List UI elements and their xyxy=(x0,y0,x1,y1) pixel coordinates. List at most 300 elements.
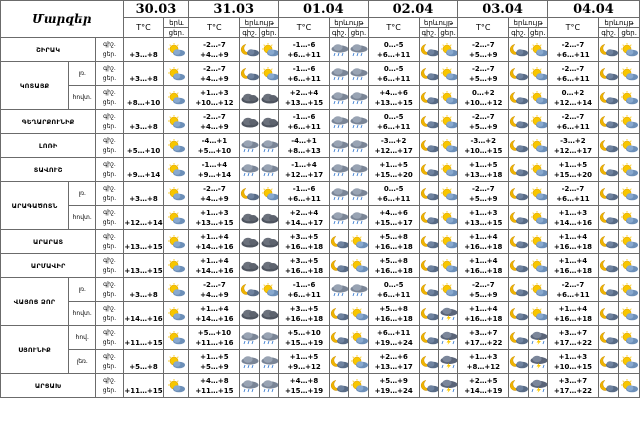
period-labels xyxy=(96,38,123,62)
sun-cloud-icon xyxy=(349,302,368,326)
cloud-rain-icon xyxy=(330,278,349,302)
day-temp: +6…+11 xyxy=(377,50,411,59)
temperature-cell xyxy=(368,62,419,86)
day-label: ցեր. xyxy=(102,74,117,82)
phenomenon-header: երևույթ xyxy=(509,18,548,28)
temperature-cell xyxy=(458,254,509,278)
temperature-cell xyxy=(368,350,419,374)
night-temp: +1…+4 xyxy=(200,232,229,241)
night-temp: -1…-6 xyxy=(292,280,316,289)
sun-cloud-icon xyxy=(619,182,640,206)
night-temp: -2…-7 xyxy=(561,64,585,73)
date-header: 02.04 xyxy=(368,1,458,18)
region-name: ԱՐՄԱՎԻՐ xyxy=(1,254,96,278)
temperature-cell xyxy=(458,374,509,398)
night-temp: +1…+4 xyxy=(558,256,588,265)
moon-cloud-icon xyxy=(330,374,349,398)
sun-cloud-icon xyxy=(164,278,189,302)
night-temp: -2…-7 xyxy=(203,112,226,121)
day-label: ցեր. xyxy=(102,146,117,154)
temperature-cell xyxy=(458,278,509,302)
night-temp: +5…+9 xyxy=(379,376,408,385)
day-temp: +16…+18 xyxy=(553,266,593,275)
day-temp: +11…+15 xyxy=(124,386,163,395)
night-temp: 0…-5 xyxy=(383,112,404,121)
moon-cloud-icon xyxy=(598,254,618,278)
moon-cloud-icon xyxy=(419,134,438,158)
region-row xyxy=(1,62,640,86)
temperature-cell xyxy=(189,134,240,158)
temperature-cell xyxy=(368,182,419,206)
region-row xyxy=(1,206,640,230)
temperature-cell xyxy=(189,38,240,62)
sun-cloud-icon xyxy=(259,62,278,86)
moon-cloud-icon xyxy=(509,158,528,182)
region-name: ԱՐՑԱԽ xyxy=(1,374,96,398)
temperature-cell xyxy=(368,158,419,182)
moon-cloud-icon xyxy=(598,134,618,158)
day-temp: +5…+9 xyxy=(469,290,498,299)
cloud-rain-icon xyxy=(349,62,368,86)
night-label: գիշ. xyxy=(103,112,116,120)
night-temp: +1…+3 xyxy=(200,88,229,97)
temperature-cell xyxy=(123,206,164,230)
temperature-cell xyxy=(123,62,164,86)
night-temp: +3…+7 xyxy=(558,376,588,385)
temperature-cell xyxy=(458,350,509,374)
period-labels xyxy=(96,374,123,398)
night-temp: +4…+6 xyxy=(379,88,408,97)
day-temp: +14…+16 xyxy=(553,218,593,227)
day-temp: +13…+18 xyxy=(464,170,503,179)
day-label: ցեր. xyxy=(102,314,117,322)
storm-icon xyxy=(438,350,457,374)
temp-header: T°C xyxy=(189,18,240,38)
temperature-cell xyxy=(547,230,598,254)
sun-cloud-icon xyxy=(164,254,189,278)
date-header: 31.03 xyxy=(189,1,279,18)
night-temp: -4…+1 xyxy=(201,136,228,145)
day-temp: +6…+11 xyxy=(556,194,590,203)
temperature-cell xyxy=(547,254,598,278)
temperature-cell xyxy=(547,206,598,230)
temperature-cell xyxy=(368,86,419,110)
moon-cloud-icon xyxy=(509,182,528,206)
moon-cloud-icon xyxy=(419,182,438,206)
temperature-cell xyxy=(279,326,330,350)
night-label: գիշ. xyxy=(103,208,116,216)
temperature-cell xyxy=(123,350,164,374)
night-temp: +1…+4 xyxy=(469,304,498,313)
day-temp: +14…+17 xyxy=(284,218,324,227)
night-temp xyxy=(124,256,164,266)
moon-cloud-icon xyxy=(419,62,438,86)
day-temp: +16…+18 xyxy=(284,242,324,251)
sun-cloud-icon xyxy=(619,350,640,374)
sun-cloud-icon xyxy=(164,326,189,350)
night-temp: -1…-6 xyxy=(292,64,316,73)
phenomenon-header: երևույթ xyxy=(240,18,279,28)
moon-cloud-icon xyxy=(509,62,528,86)
temperature-cell xyxy=(123,134,164,158)
day-temp: +9…+12 xyxy=(287,362,321,371)
day-temp: +12…+17 xyxy=(553,146,593,155)
moon-cloud-icon xyxy=(330,326,349,350)
sun-cloud-icon xyxy=(164,110,189,134)
night-temp: -2…-7 xyxy=(203,40,226,49)
period-labels xyxy=(96,302,123,326)
night-temp xyxy=(124,184,164,194)
sun-cloud-icon xyxy=(619,38,640,62)
sun-cloud-icon xyxy=(528,206,547,230)
dark-cloud-icon xyxy=(240,302,259,326)
temperature-cell xyxy=(547,350,598,374)
region-row xyxy=(1,374,640,398)
dark-cloud-icon xyxy=(259,302,278,326)
moon-cloud-icon xyxy=(419,86,438,110)
night-header: գիշ. xyxy=(240,28,259,38)
storm-icon xyxy=(438,374,457,398)
period-labels xyxy=(96,110,123,134)
cloud-rain-icon xyxy=(349,206,368,230)
night-temp: +1…+3 xyxy=(469,208,498,217)
moon-cloud-icon xyxy=(598,86,618,110)
sun-cloud-icon xyxy=(349,230,368,254)
dark-cloud-icon xyxy=(240,206,259,230)
sun-cloud-icon xyxy=(164,350,189,374)
temperature-cell xyxy=(368,134,419,158)
night-label: գիշ. xyxy=(103,280,116,288)
day-temp: +14…+16 xyxy=(195,242,234,251)
day-temp: +13…+15 xyxy=(124,266,163,275)
temperature-cell xyxy=(189,302,240,326)
cloud-rain-icon xyxy=(240,326,259,350)
temperature-cell xyxy=(458,110,509,134)
sun-cloud-icon xyxy=(164,158,189,182)
temperature-cell xyxy=(189,62,240,86)
sun-cloud-icon xyxy=(438,62,457,86)
sun-cloud-icon xyxy=(164,86,189,110)
moon-cloud-icon xyxy=(419,326,438,350)
sun-cloud-icon xyxy=(528,230,547,254)
region-row xyxy=(1,302,640,326)
region-row xyxy=(1,326,640,350)
region-name: ԼՈՌԻ xyxy=(1,134,96,158)
moon-cloud-icon xyxy=(509,326,528,350)
temperature-cell xyxy=(123,158,164,182)
day-temp: +5…+9 xyxy=(469,194,498,203)
moon-cloud-icon xyxy=(598,38,618,62)
sun-cloud-icon xyxy=(619,62,640,86)
moon-cloud-icon xyxy=(598,62,618,86)
cloud-rain-icon xyxy=(330,38,349,62)
day-temp: +4…+9 xyxy=(200,290,229,299)
day-temp: +15…+19 xyxy=(284,386,324,395)
night-temp: -2…-7 xyxy=(203,280,226,289)
day-temp: +14…+16 xyxy=(195,314,234,323)
moon-cloud-icon xyxy=(509,206,528,230)
temperature-cell xyxy=(123,38,164,62)
sun-cloud-icon xyxy=(619,254,640,278)
sun-cloud-icon xyxy=(438,278,457,302)
temperature-cell xyxy=(123,374,164,398)
day-temp: +3…+8 xyxy=(129,74,158,83)
night-temp: 0…-5 xyxy=(383,40,404,49)
day-temp: +17…+22 xyxy=(553,338,593,347)
temperature-cell xyxy=(368,278,419,302)
night-temp: 0…-5 xyxy=(383,64,404,73)
moon-cloud-icon xyxy=(598,182,618,206)
temp-header: T°C xyxy=(123,18,164,38)
day-temp: +10…+12 xyxy=(195,98,234,107)
night-header: գիշ. xyxy=(419,28,438,38)
night-temp: +5…+8 xyxy=(379,304,408,313)
day-header: ցեր. xyxy=(164,28,189,38)
night-temp: -3…+2 xyxy=(560,136,586,145)
moon-cloud-icon xyxy=(509,134,528,158)
sun-cloud-icon xyxy=(528,278,547,302)
day-temp: +16…+18 xyxy=(374,314,413,323)
night-temp: -2…-7 xyxy=(561,280,585,289)
day-temp: +5…+8 xyxy=(129,362,158,371)
day-temp: +13…+15 xyxy=(464,218,503,227)
period-labels xyxy=(96,230,123,254)
day-temp: +5…+9 xyxy=(469,50,498,59)
night-temp: +1…+3 xyxy=(558,208,588,217)
night-temp: +3…+7 xyxy=(558,328,588,337)
night-temp: -1…+4 xyxy=(201,160,228,169)
day-temp: +9…+14 xyxy=(126,170,161,179)
sun-cloud-icon xyxy=(164,182,189,206)
temp-header: T°C xyxy=(279,18,330,38)
region-row xyxy=(1,230,640,254)
sun-cloud-icon xyxy=(619,110,640,134)
region-row xyxy=(1,134,640,158)
temperature-cell xyxy=(279,230,330,254)
storm-icon xyxy=(528,374,547,398)
night-temp: -2…-7 xyxy=(203,64,226,73)
moon-cloud-icon xyxy=(240,38,259,62)
temperature-cell xyxy=(458,182,509,206)
subregion-label: լեռ. xyxy=(69,350,96,374)
night-label: գիշ. xyxy=(103,88,116,96)
night-temp: +1…+5 xyxy=(379,160,408,169)
night-temp: -2…-7 xyxy=(561,112,585,121)
night-temp xyxy=(124,304,164,314)
temperature-cell xyxy=(189,110,240,134)
cloud-rain-icon xyxy=(240,374,259,398)
temperature-cell xyxy=(279,254,330,278)
temperature-cell xyxy=(458,158,509,182)
day-temp: +6…+11 xyxy=(377,74,411,83)
moon-cloud-icon xyxy=(598,158,618,182)
phenomenon-header: երև xyxy=(164,18,189,28)
night-temp: -2…-7 xyxy=(561,40,585,49)
night-temp: 0…+2 xyxy=(471,88,495,97)
day-temp: +14…+16 xyxy=(124,314,163,323)
sun-cloud-icon xyxy=(438,38,457,62)
sun-cloud-icon xyxy=(349,326,368,350)
moon-cloud-icon xyxy=(240,62,259,86)
sun-cloud-icon xyxy=(528,110,547,134)
temperature-cell xyxy=(123,182,164,206)
day-temp: +6…+11 xyxy=(287,194,321,203)
day-temp: +10…+15 xyxy=(464,146,503,155)
sun-cloud-icon xyxy=(438,134,457,158)
day-temp: +16…+18 xyxy=(553,314,593,323)
day-temp: +3…+8 xyxy=(129,290,158,299)
night-label: գիշ. xyxy=(103,352,116,360)
day-temp: +17…+22 xyxy=(553,386,593,395)
moon-cloud-icon xyxy=(419,302,438,326)
day-label: ցեր. xyxy=(102,386,117,394)
day-temp: +8…+10 xyxy=(126,98,161,107)
date-header: 04.04 xyxy=(547,1,639,18)
region-name: ԱՐԱՐԱՏ xyxy=(1,230,96,254)
moon-cloud-icon xyxy=(509,278,528,302)
moon-cloud-icon xyxy=(509,302,528,326)
cloud-rain-icon xyxy=(330,134,349,158)
temperature-cell xyxy=(458,38,509,62)
dark-cloud-icon xyxy=(240,254,259,278)
day-temp: +12…+17 xyxy=(374,146,413,155)
temperature-cell xyxy=(547,62,598,86)
temperature-cell xyxy=(368,254,419,278)
moon-cloud-icon xyxy=(598,278,618,302)
day-temp: +16…+18 xyxy=(284,266,324,275)
period-labels xyxy=(96,206,123,230)
temperature-cell xyxy=(189,350,240,374)
sun-cloud-icon xyxy=(619,278,640,302)
night-temp: -2…-7 xyxy=(472,64,495,73)
temperature-cell xyxy=(368,38,419,62)
night-temp: -2…-7 xyxy=(561,184,585,193)
temperature-cell xyxy=(189,206,240,230)
day-temp: +5…+9 xyxy=(469,74,498,83)
temperature-cell xyxy=(458,86,509,110)
day-label: ցեր. xyxy=(102,122,117,130)
cloud-rain-icon xyxy=(330,206,349,230)
temperature-cell xyxy=(279,38,330,62)
day-header: ցեր. xyxy=(619,28,640,38)
temperature-cell xyxy=(458,134,509,158)
night-temp: 0…+2 xyxy=(561,88,585,97)
moon-cloud-icon xyxy=(419,158,438,182)
day-temp: +10…+15 xyxy=(553,362,593,371)
subregion-label: լռ. xyxy=(69,182,96,206)
temperature-cell xyxy=(189,326,240,350)
night-label: գիշ. xyxy=(103,64,116,72)
sun-cloud-icon xyxy=(259,278,278,302)
night-temp: 0…-5 xyxy=(383,280,404,289)
cloud-rain-icon xyxy=(349,38,368,62)
temp-header: T°C xyxy=(458,18,509,38)
night-temp: +2…+4 xyxy=(289,88,319,97)
temperature-cell xyxy=(458,206,509,230)
night-temp: +3…+5 xyxy=(289,256,319,265)
day-temp: +6…+11 xyxy=(556,290,590,299)
sun-cloud-icon xyxy=(438,206,457,230)
night-temp: +3…+5 xyxy=(289,232,319,241)
moon-cloud-icon xyxy=(598,110,618,134)
period-labels xyxy=(96,326,123,350)
cloud-rain-icon xyxy=(349,86,368,110)
cloud-rain-icon xyxy=(330,110,349,134)
dark-cloud-icon xyxy=(240,86,259,110)
cloud-rain-icon xyxy=(349,278,368,302)
temperature-cell xyxy=(458,62,509,86)
region-name: ՍՅՈՒՆԻՔ xyxy=(1,326,69,374)
sun-cloud-icon xyxy=(619,206,640,230)
night-temp: -2…-7 xyxy=(472,184,495,193)
day-temp: +16…+18 xyxy=(374,266,413,275)
night-label: գիշ. xyxy=(103,304,116,312)
day-temp: +5…+9 xyxy=(469,122,498,131)
day-temp: +14…+19 xyxy=(464,386,503,395)
temperature-cell xyxy=(368,110,419,134)
temperature-cell xyxy=(547,38,598,62)
sun-cloud-icon xyxy=(528,86,547,110)
day-temp: +15…+20 xyxy=(374,170,413,179)
temperature-cell xyxy=(279,110,330,134)
sun-cloud-icon xyxy=(619,230,640,254)
sun-cloud-icon xyxy=(619,158,640,182)
night-temp: +1…+3 xyxy=(200,208,229,217)
temperature-cell xyxy=(458,230,509,254)
day-temp: +13…+15 xyxy=(124,242,163,251)
phenomenon-header: երևույթ xyxy=(330,18,369,28)
day-temp: +12…+14 xyxy=(124,218,163,227)
temperature-cell xyxy=(547,86,598,110)
temp-header: T°C xyxy=(547,18,598,38)
sun-cloud-icon xyxy=(528,254,547,278)
day-temp: +6…+11 xyxy=(377,194,411,203)
temp-header: T°C xyxy=(368,18,419,38)
night-temp: 0…-5 xyxy=(383,184,404,193)
storm-icon xyxy=(528,350,547,374)
day-temp: +6…+11 xyxy=(556,50,590,59)
night-temp: +1…+3 xyxy=(469,352,498,361)
night-label: գիշ. xyxy=(103,376,116,384)
day-temp: +4…+9 xyxy=(200,194,229,203)
night-temp: +5…+8 xyxy=(379,232,408,241)
moon-cloud-icon xyxy=(509,350,528,374)
region-row xyxy=(1,38,640,62)
page-title: Մարզեր xyxy=(1,1,124,38)
day-temp: +16…+18 xyxy=(464,242,503,251)
sun-cloud-icon xyxy=(619,86,640,110)
cloud-rain-icon xyxy=(349,110,368,134)
sun-cloud-icon xyxy=(438,86,457,110)
temperature-cell xyxy=(189,86,240,110)
moon-cloud-icon xyxy=(598,302,618,326)
temperature-cell xyxy=(547,302,598,326)
period-labels xyxy=(96,86,123,110)
day-temp: +6…+11 xyxy=(287,50,321,59)
temperature-cell xyxy=(279,62,330,86)
cloud-rain-icon xyxy=(330,86,349,110)
cloud-rain-icon xyxy=(349,158,368,182)
night-temp: -1…-6 xyxy=(292,40,316,49)
day-temp: +3…+8 xyxy=(129,122,158,131)
sun-cloud-icon xyxy=(528,182,547,206)
night-temp: -1…+4 xyxy=(291,160,317,169)
moon-cloud-icon xyxy=(330,230,349,254)
day-label: ցեր. xyxy=(102,266,117,274)
region-name: ՇԻՐԱԿ xyxy=(1,38,96,62)
temperature-cell xyxy=(547,278,598,302)
night-temp xyxy=(124,88,164,98)
